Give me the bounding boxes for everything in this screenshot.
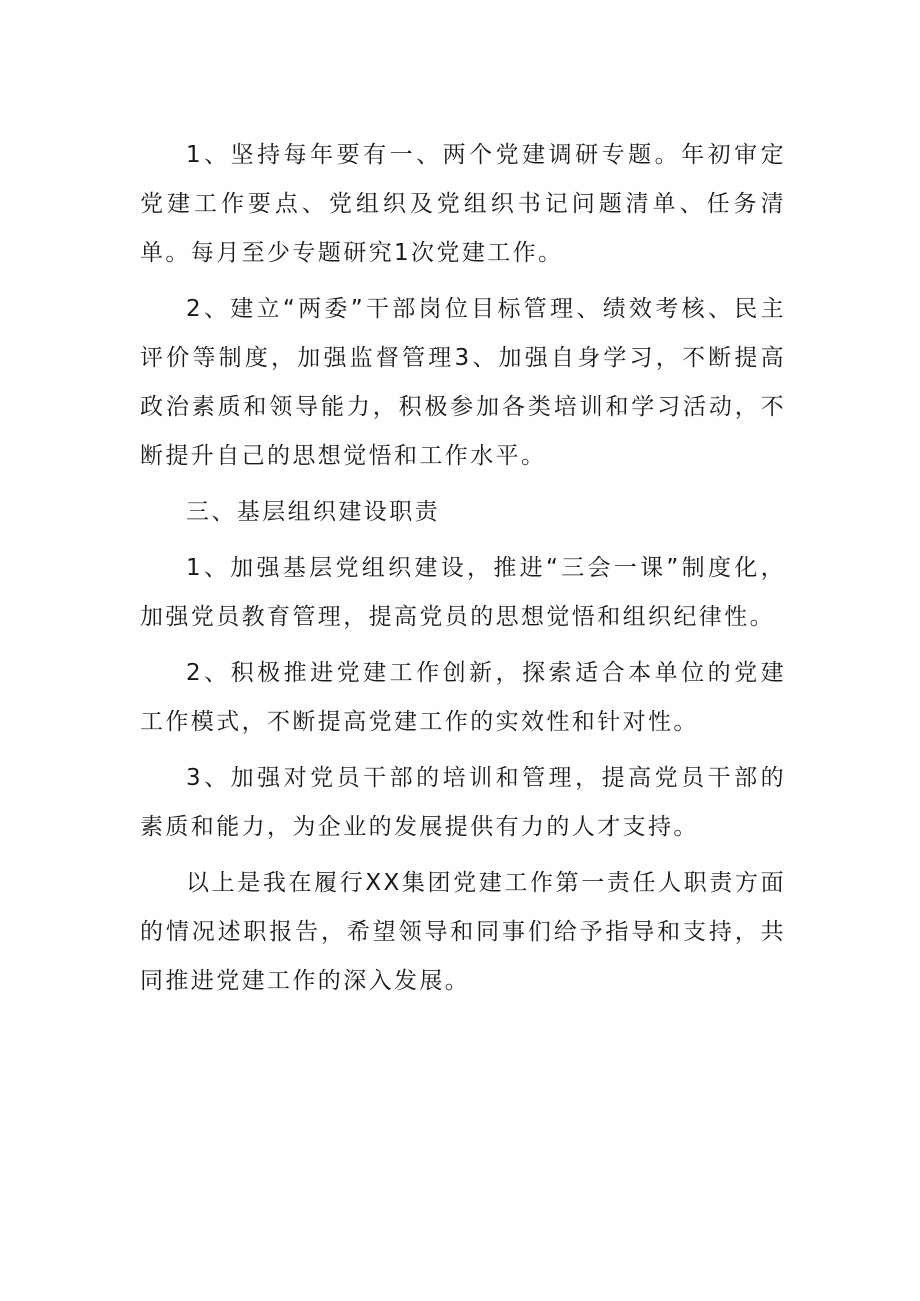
paragraph-grassroots-building: 1、加强基层党组织建设，推进“三会一课”制度化，加强党员教育管理，提高党员的思想觉悟和组织纪律性。	[140, 555, 786, 630]
section-heading-grassroots: 三、基层组织建设职责	[186, 499, 440, 525]
paragraph-two-committees: 2、建立“两委”干部岗位目标管理、绩效考核、民主评价等制度，加强监督管理3、加强自身学习，不断提高政治素质和领导能力，积极参加各类培训和学习活动，不断提升自己的思想觉悟和工作水平。	[140, 296, 786, 469]
document-body	[140, 131, 786, 1013]
paragraph-innovation: 2、积极推进党建工作创新，探索适合本单位的党建工作模式，不断提高党建工作的实效性和针对性。	[140, 660, 786, 735]
paragraph-research-topics: 1、坚持每年要有一、两个党建调研专题。年初审定党建工作要点、党组织及党组织书记问题清单、任务清单。每月至少专题研究1次党建工作。	[140, 142, 786, 266]
paragraph-conclusion: 以上是我在履行XX集团党建工作第一责任人职责方面的情况述职报告，希望领导和同事们给予指导和支持，共同推进党建工作的深入发展。	[140, 870, 786, 994]
paragraph-training: 3、加强对党员干部的培训和管理，提高党员干部的素质和能力，为企业的发展提供有力的人才支持。	[140, 765, 786, 840]
